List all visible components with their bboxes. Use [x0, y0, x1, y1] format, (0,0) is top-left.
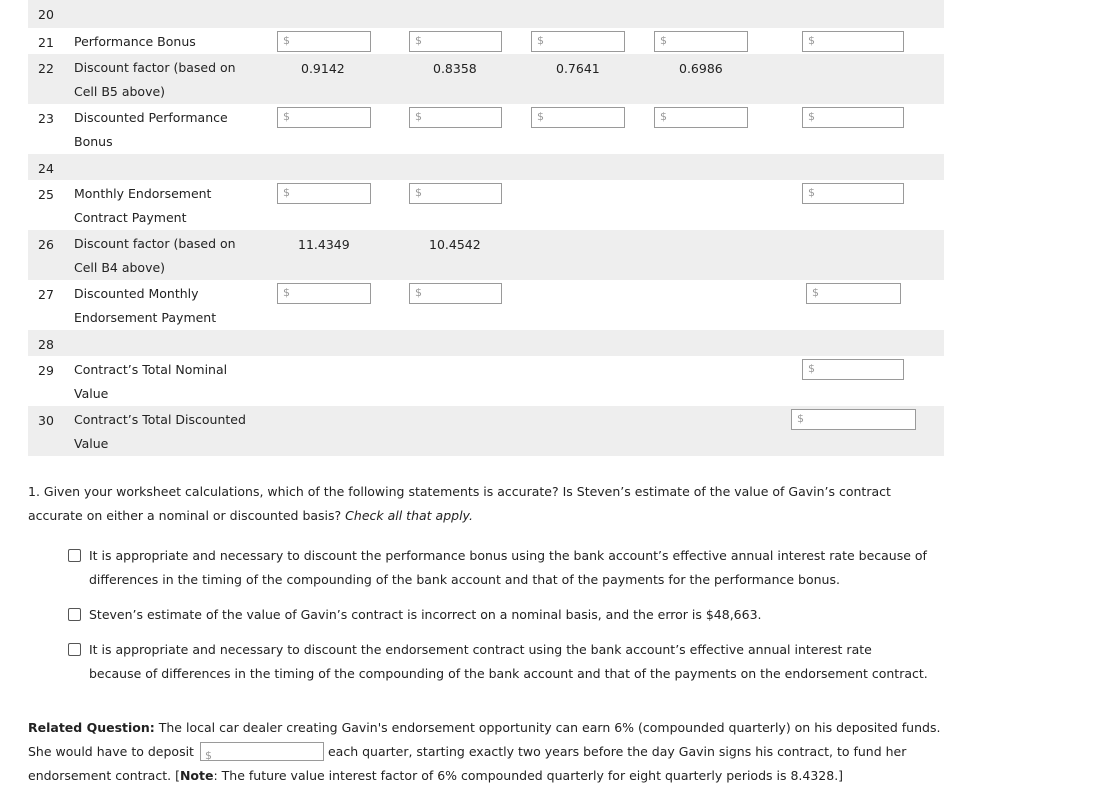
row-label: Discounted Performance Bonus: [74, 110, 228, 149]
row-number: 27: [38, 287, 54, 302]
endorsement-discount-factor-year1: 11.4349: [298, 237, 350, 252]
option-3-label: It is appropriate and necessary to discount the endorsement contract using the bank account’s effective annual interest rate because of differences in the timing of the compounding of the bank account and that of the payments on the endorsement contract.: [89, 642, 928, 681]
option-3-checkbox[interactable]: [68, 643, 81, 656]
discounted-bonus-year4-input[interactable]: $: [654, 107, 748, 128]
related-question-label: Related Question:: [28, 720, 155, 735]
discounted-endorsement-total-input[interactable]: $: [806, 283, 901, 304]
row-number: 26: [38, 237, 54, 252]
row-number: 22: [38, 61, 54, 76]
option-2-label: Steven’s estimate of the value of Gavin’s contract is incorrect on a nominal basis, and the error is $48,663.: [89, 607, 762, 622]
row-26: [28, 230, 944, 280]
row-27: [28, 280, 944, 330]
row-28: [28, 330, 944, 356]
option-2[interactable]: [68, 603, 928, 627]
row-number: 28: [38, 337, 54, 352]
endorsement-payment-year1-input[interactable]: $: [277, 183, 371, 204]
discounted-bonus-year2-input[interactable]: $: [409, 107, 502, 128]
row-number: 20: [38, 7, 54, 22]
row-number: 23: [38, 111, 54, 126]
row-number: 24: [38, 161, 54, 176]
performance-bonus-year4-input[interactable]: $: [654, 31, 748, 52]
discount-factor-year1: 0.9142: [301, 61, 345, 76]
question-prompt: 1. Given your worksheet calculations, which of the following statements is accurate? Is Steven’s estimate of the value of Gavin’s contract accurate on either a nominal or discounted basis? Check all that apply.: [28, 484, 891, 523]
row-23: [28, 104, 944, 154]
discounted-endorsement-year1-input[interactable]: $: [277, 283, 371, 304]
endorsement-payment-total-input[interactable]: $: [802, 183, 904, 204]
performance-bonus-total-input[interactable]: $: [802, 31, 904, 52]
endorsement-payment-year2-input[interactable]: $: [409, 183, 502, 204]
row-label: Contract’s Total Nominal Value: [74, 362, 228, 401]
row-number: 29: [38, 363, 54, 378]
performance-bonus-year2-input[interactable]: $: [409, 31, 502, 52]
option-3[interactable]: [68, 638, 928, 686]
row-number: 25: [38, 187, 54, 202]
row-29: [28, 356, 944, 406]
option-1[interactable]: [68, 544, 928, 592]
quarterly-deposit-input[interactable]: $: [200, 742, 324, 761]
option-1-checkbox[interactable]: [68, 549, 81, 562]
performance-bonus-year1-input[interactable]: $: [277, 31, 371, 52]
discounted-bonus-year1-input[interactable]: $: [277, 107, 371, 128]
row-number: 30: [38, 413, 54, 428]
row-label: Performance Bonus: [74, 34, 196, 49]
discount-factor-year4: 0.6986: [679, 61, 723, 76]
row-number: 21: [38, 35, 54, 50]
endorsement-discount-factor-year2: 10.4542: [429, 237, 481, 252]
row-label: Discount factor (based on Cell B5 above): [74, 60, 236, 99]
total-discounted-value-input[interactable]: $: [791, 409, 916, 430]
discounted-bonus-total-input[interactable]: $: [802, 107, 904, 128]
row-label: Contract’s Total Discounted Value: [74, 412, 246, 451]
related-question: Related Question: The local car dealer creating Gavin's endorsement opportunity can earn 6% (compounded quarterly) on his deposited funds. She would have to deposit $ each quarter, starting exactly two years before the day Gavin signs his contract, to fund her endorsement contract. [Note: The future value interest factor of 6% compounded quarterly for eight quarterly periods is 8.4328.]: [28, 720, 941, 783]
performance-bonus-year3-input[interactable]: $: [531, 31, 625, 52]
row-21: [28, 28, 944, 54]
discount-factor-year2: 0.8358: [433, 61, 477, 76]
worksheet-table: [28, 0, 944, 456]
total-nominal-value-input[interactable]: $: [802, 359, 904, 380]
row-24: [28, 154, 944, 180]
row-22: [28, 54, 944, 104]
note-label: Note: [179, 768, 214, 783]
discounted-bonus-year3-input[interactable]: $: [531, 107, 625, 128]
discounted-endorsement-year2-input[interactable]: $: [409, 283, 502, 304]
row-20: [28, 0, 944, 28]
row-label: Discount factor (based on Cell B4 above): [74, 236, 236, 275]
row-label: Monthly Endorsement Contract Payment: [74, 186, 212, 225]
row-30: [28, 406, 944, 456]
option-2-checkbox[interactable]: [68, 608, 81, 621]
row-25: [28, 180, 944, 230]
option-1-label: It is appropriate and necessary to discount the performance bonus using the bank account’s effective annual interest rate because of differences in the timing of the compounding of the bank account and that of the payments for the performance bonus.: [89, 548, 927, 587]
discount-factor-year3: 0.7641: [556, 61, 600, 76]
question-instruction: Check all that apply.: [345, 508, 473, 523]
row-label: Discounted Monthly Endorsement Payment: [74, 286, 217, 325]
